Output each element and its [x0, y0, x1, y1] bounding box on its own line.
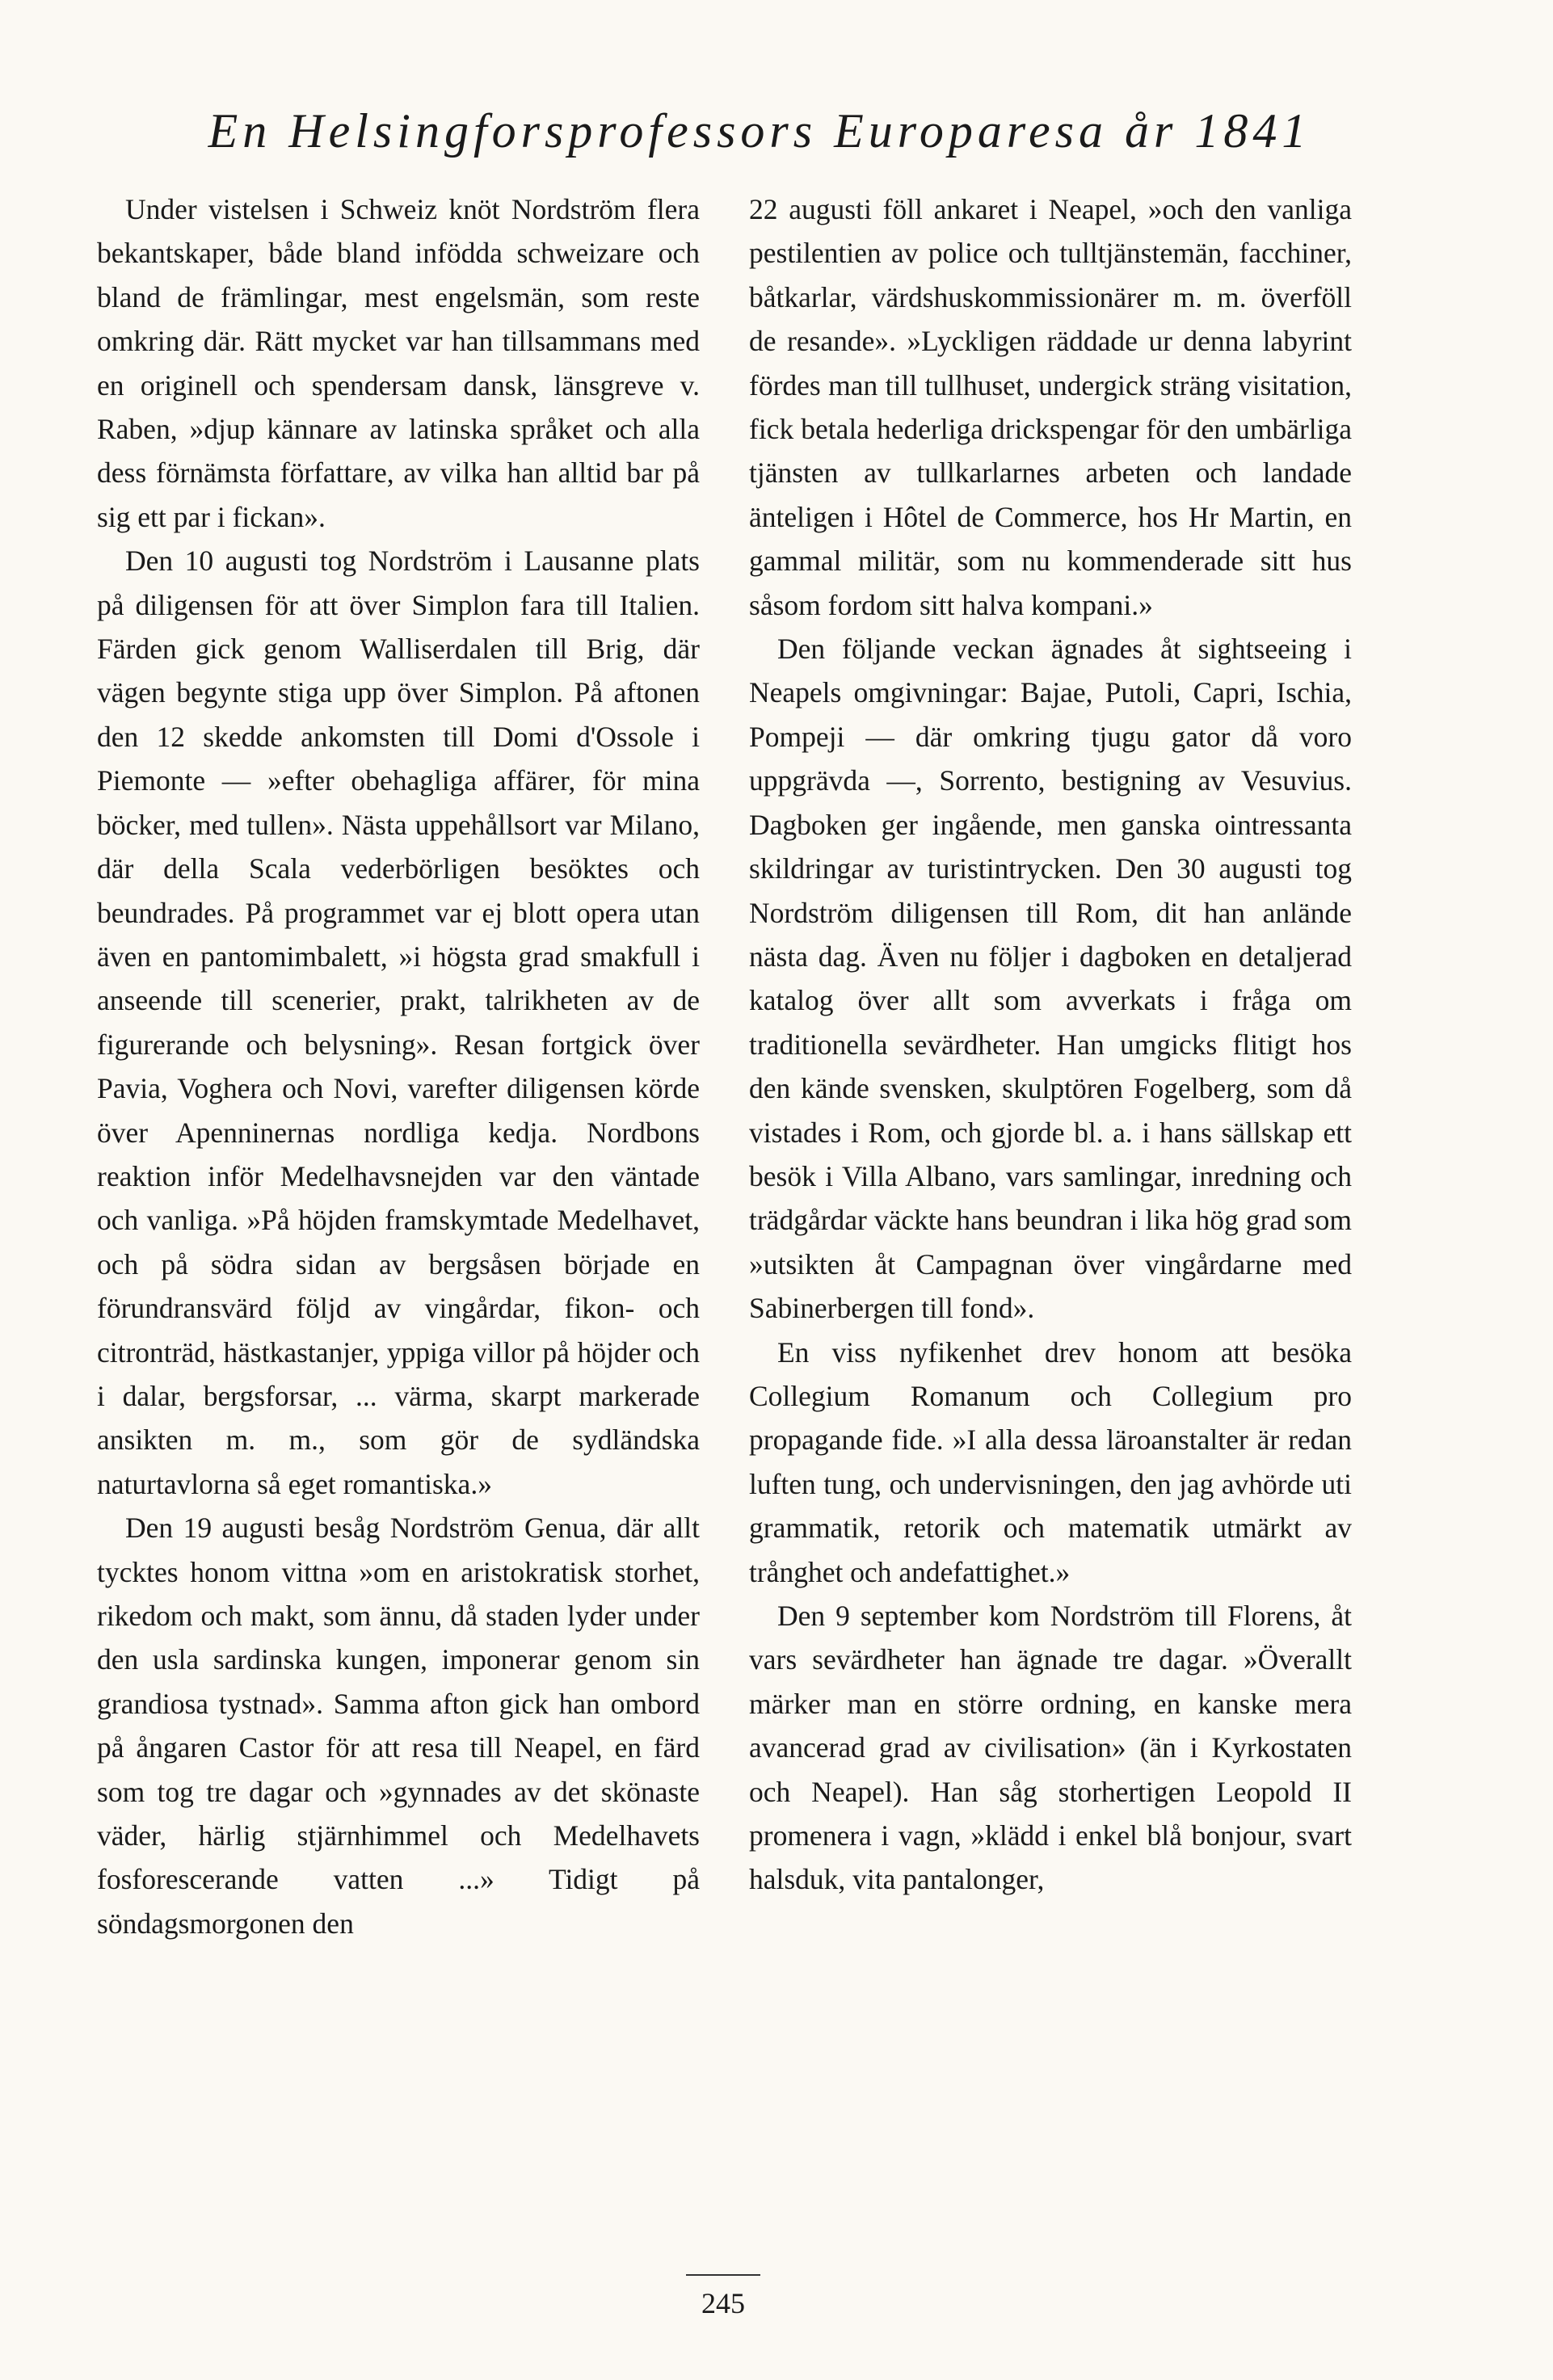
right-column — [749, 187, 1352, 1902]
page-number: 245 — [701, 2287, 745, 2319]
running-head: En Helsingforsprofessors Europaresa år 1841 — [208, 104, 1311, 158]
paragraph: Den följande veckan ägnades åt sightseeing i Neapels omgivningar: Bajae, Putoli, Capri, Ischia, Pompeji — där omkring tjugu gator då voro uppgrävda —, Sorrento, bestigning av Vesuvius. Dagboken ger ingående, men ganska ointressanta skildringar av turistintrycken. Den 30 augusti tog Nordström diligensen till Rom, dit han anlände nästa dag. Även nu följer i dagboken en detaljerad katalog över allt som avverkats i fråga om traditionella sevärdheter. Han umgicks flitigt hos den kände svensken, skulptören Fogelberg, som då vistades i Rom, och gjorde bl. a. i hans sällskap ett besök i Villa Albano, vars samlingar, inredning och trädgårdar väckte hans beundran i lika hög grad som »utsikten åt Campagnan över vingårdarne med Sabinerbergen till fond». — [749, 633, 1352, 1325]
paragraph: Den 9 september kom Nordström till Florens, åt vars sevärdheter han ägnade tre dagar. »Överallt märker man en större ordning, en kanske mera avancerad grad av civilisation» (än i Kyrkostaten och Neapel). Han såg storhertigen Leopold II promenera i vagn, »klädd i enkel blå bonjour, svart halsduk, vita pantalonger, — [749, 1600, 1352, 1896]
paragraph: 22 augusti föll ankaret i Neapel, »och den vanliga pestilentien av police och tulltjänstemän, facchiner, båtkarlar, värdshuskommissionärer m. m. överföll de resande». »Lyckligen räddade ur denna labyrint fördes man till tullhuset, undergick sträng visitation, fick betala hederliga drickspengar för den umbärliga tjänsten av tullkarlarnes arbeten och landade änteligen i Hôtel de Commerce, hos Hr Martin, en gammal militär, som nu kommenderade sitt hus såsom fordom sitt halva kompani.» — [749, 193, 1352, 621]
left-column — [97, 187, 700, 1945]
folio-rule — [686, 2274, 760, 2276]
paragraph: Den 19 augusti besåg Nordström Genua, där allt tycktes honom vittna »om en aristokratisk storhet, rikedom och makt, som ännu, då staden lyder under den usla sardinska kungen, imponerar genom sin grandiosa tystnad». Samma afton gick han ombord på ångaren Castor för att resa till Neapel, en färd som tog tre dagar och »gynnades av det skönaste väder, härlig stjärnhimmel och Medelhavets fosforescerande vatten ...» Tidigt på söndagsmorgonen den — [97, 1512, 700, 1940]
paragraph: Den 10 augusti tog Nordström i Lausanne plats på diligensen för att över Simplon fara till Italien. Färden gick genom Walliserdalen till Brig, där vägen begynte stiga upp över Simplon. På aftonen den 12 skedde ankomsten till Domi d'Ossole i Piemonte — »efter obehagliga affärer, för mina böcker, med tullen». Nästa uppehållsort var Milano, där della Scala vederbörligen besöktes och beundrades. På programmet var ej blott opera utan även en pantomimbalett, »i högsta grad smakfull i anseende till scenerier, prakt, talrikheten av de figurerande och belysning». Resan fortgick över Pavia, Voghera och Novi, varefter diligensen körde över Apenninernas nordliga kedja. Nordbons reaktion inför Medelhavsnejden var den väntade och vanliga. »På höjden framskymtade Medelhavet, och på södra sidan av bergsåsen började en förundransvärd följd av vingårdar, fikon- och citronträd, hästkastanjer, yppiga villor på höjder och i dalar, bergsforsar, ... värma, skarpt markerade ansikten m. m., som gör de sydländska naturtavlorna så eget romantiska.» — [97, 545, 700, 1500]
paragraph: En viss nyfikenhet drev honom att besöka Collegium Romanum och Collegium pro propagande fide. »I alla dessa läroanstalter är redan luften tung, och undervisningen, den jag avhörde uti grammatik, retorik och matematik utmärkt av trånghet och andefattighet.» — [749, 1335, 1352, 1588]
paragraph: Under vistelsen i Schweiz knöt Nordström flera bekantskaper, både bland infödda schweizare och bland de främlingar, mest engelsmän, som reste omkring där. Rätt mycket var han tillsammans med en originell och spendersam dansk, länsgreve v. Raben, »djup kännare av latinska språket och alla dess förnämsta författare, av vilka han alltid bar på sig ett par i fickan». — [97, 193, 700, 533]
